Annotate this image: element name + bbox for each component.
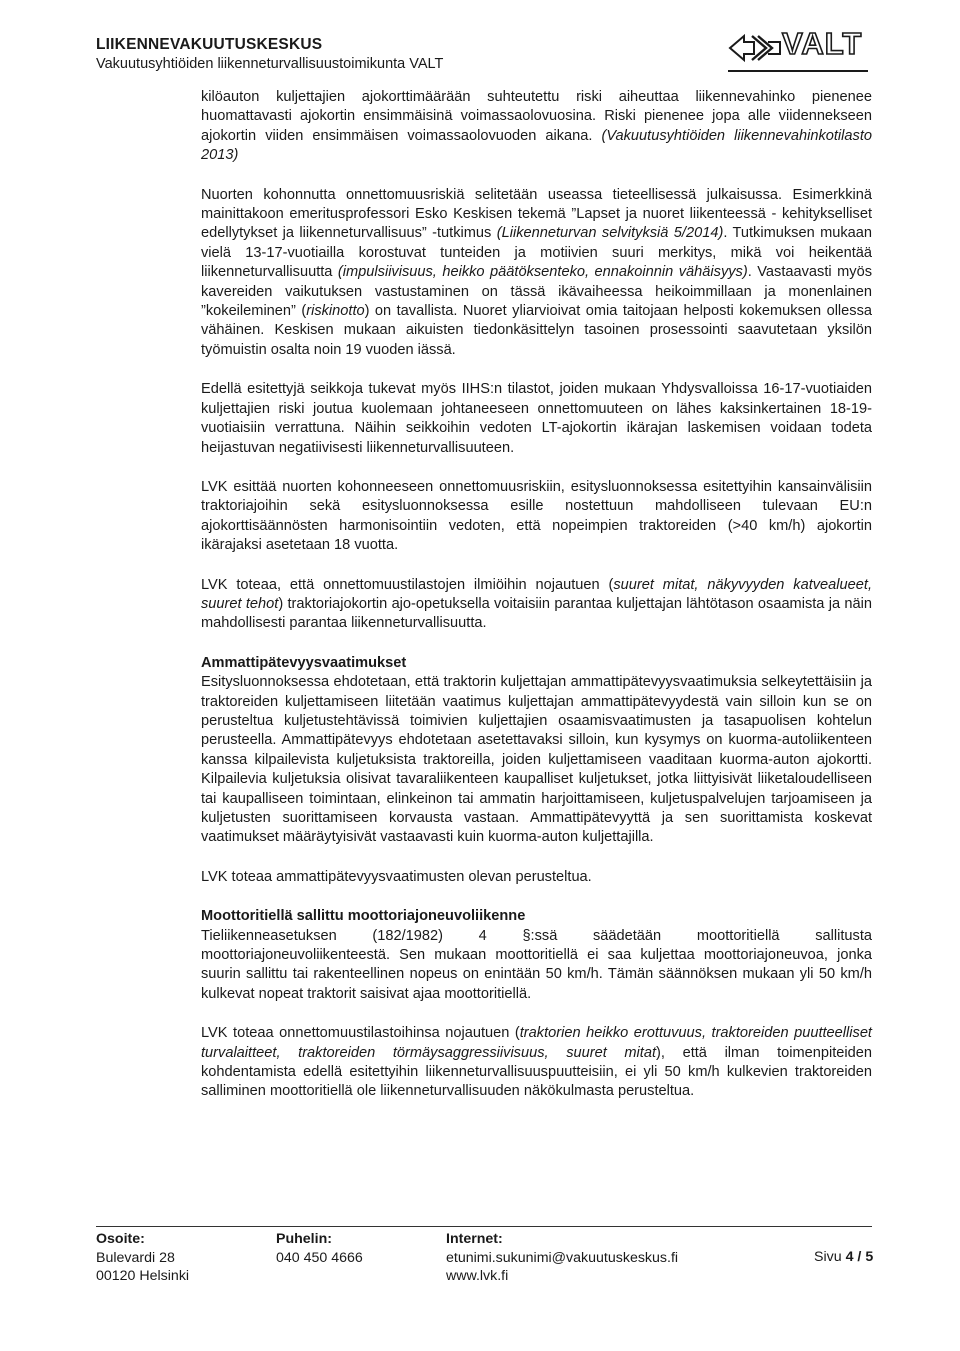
footer-divider: [96, 1226, 872, 1227]
footer-address: [96, 1230, 189, 1286]
paragraph-research: Nuorten kohonnutta onnettomuusriskiä selitetään useassa tieteellisessä julkaisussa. Esimerkkinä mainittakoon emeritusprofessori Esko Keskisen tekemä ”Lapset ja nuoret liikenteessä - kehitykselliset edellytykset ja liikenneturvallisuus” -tutkimus (Liikenneturvan selvityksiä 5/2014). Tutkimuksen mukaan vielä 13-17-vuotiailla korostuvat tunteiden ja motiivien suuri merkitys, mikä voi heikentää liikenneturvallisuutta (impulsiivisuus, heikko päätöksenteko, ennakoinnin vähäisyys). Vastaavasti myös kavereiden vaikutuksen vastustaminen on tässä ikävaiheessa heikoimmillaan ja monenlainen ”kokeileminen” (riskinotto) on tavallista. Nuoret yliarvioivat omia taitojaan helposti kokemuksen ollessa vähäinen. Keskisen mukaan aikuisten tiedonkäsittelyn tasoinen prosessointi saavutetaan yksilön työmuistin osalta noin 19 vuoden iässä.: [201, 186, 873, 358]
paragraph-professional: Esitysluonnoksessa ehdotetaan, että traktorin kuljettajan ammattipätevyysvaatimuksia selkeytettäisiin ja traktoreiden kuljettamiseen liitetään vaatimus kuljettajan ammattipätevyydestä vain silloin kun se on perusteltua kuljetustehtävissä toimivien kuljettajien osaamisvaatimusten ja tasapuolisen kohtelun perusteella. Ammattipätevyys ehdotetaan asetettavaksi silloin, kun kysymys on kuorma-autoliikenteen kanssa kilpailevista kuljetuksista traktoreilla, joiden kuljettamiseen vaaditaan kuorma-auton ajokortti. Kilpailevia kuljetuksia olisivat tavaraliikenteen kaupalliset kuljetukset, jotka liittyisivät liiketaloudelliseen tai kaupalliseen toimintaan, elinkeinon tai ammatin harjoittamiseen, kuljetuspalvelujen tarjoamiseen ja kuljetusten suorittamiseen korvausta vastaan. Ammattipätevyyttä ja sen suorittamista koskevat vaatimukset määräytyisivät vastaavasti kuin kuorma-auton kuljettajilla.: [201, 674, 872, 846]
address-label: Osoite:: [96, 1231, 145, 1247]
page-number: Sivu 4 / 5: [814, 1249, 874, 1265]
logo-wordmark: VALT: [782, 26, 863, 61]
footer-internet: [446, 1230, 678, 1286]
paragraph-professional-conclusion: LVK toteaa ammattipätevyysvaatimusten olevan perusteltua.: [201, 868, 592, 885]
paragraph-motorway: Tieliikenneasetuksen (182/1982) 4 §:ssä säädetään moottoritiellä sallitusta moottoriajoneuvoliikenteestä. Sen mukaan moottoritiellä ei saa kuljettaa moottoriajoneuvoa, jonka suurin sallittu tai rakenteellinen nopeus on enintään 50 km/h. Tämän säännöksen mukaan yli 50 km/h kulkevat nopeat traktorit saisivat ajaa moottoritiellä.: [201, 927, 872, 1002]
organization-name: LIIKENNEVAKUUTUSKESKUS: [96, 36, 323, 53]
section-heading-motorway: Moottoritiellä sallittu moottoriajoneuvoliikenne: [201, 908, 526, 925]
internet-label: Internet:: [446, 1231, 503, 1247]
paragraph-iihs: Edellä esitettyjä seikkoja tukevat myös IIHS:n tilastot, joiden mukaan Yhdysvalloissa 16-17-vuotiaiden kuljettajien riski joutua kuolemaan johtaneeseen onnettomuuteen on lähes kaksinkertainen 18-19-vuotiaisiin verrattuna. Näihin seikkoihin vedoten LT-ajokortin ikärajan laskemisen voidaan todeta heijastuvan negatiivisesti liikenneturvallisuuteen.: [201, 381, 872, 456]
paragraph-age-limit: LVK esittää nuorten kohonneeseen onnettomuusriskiin, esitysluonnoksessa esitettyihin kansainvälisiin traktoriajoihin sekä esitysluonnoksessa esille nostettuun mahdolliseen tulevaan EU:n ajokorttisäännösten harmonisointiin vedoten, että nopeimpien traktoreiden (>40 km/h) ajokortin ikärajaksi asetetaan 18 vuotta.: [201, 478, 872, 554]
logo-arrows-icon: [728, 28, 782, 68]
section-heading-professional: Ammattipätevyysvaatimukset: [201, 654, 407, 671]
logo-underline: [728, 70, 868, 72]
valt-logo: [728, 24, 868, 72]
paragraph-risk-statistics: kilöauton kuljettajien ajokorttimäärään suhteutettu riski aiheuttaa liikennevahinko pienenee huomattavasti ajokortin ensimmäisinä voimassaolovuosina. Riski pienenee jopa alle viidennekseen ajokortin viiden ensimmäisen voimassaolovuoden aikana. (Vakuutusyhtiöiden liikennevahinkotilasto 2013): [201, 89, 872, 164]
document-body: [201, 88, 872, 1102]
phone-label: Puhelin:: [276, 1231, 332, 1247]
paragraph-motorway-conclusion: LVK toteaa onnettomuustilastoihinsa nojautuen (traktorien heikko erottuvuus, traktoreiden puutteelliset turvalaitteet, traktoreiden törmäysaggressiivisuus, suuret mitat), että ilman toimenpiteiden kohdentamista edellä esitettyihin liikenneturvallisuuspuutteisiin, ei yli 50 km/h kulkevien traktoreiden salliminen moottoritiellä ole liikenneturvallisuuden näkökulmasta perusteltua.: [201, 1025, 873, 1100]
footer-phone: [276, 1230, 363, 1267]
phone-number: 040 450 4666: [276, 1249, 363, 1266]
email-link[interactable]: etunimi.sukunimi@vakuutuskeskus.fi: [446, 1249, 679, 1266]
address-street: Bulevardi 28: [96, 1249, 175, 1266]
website-link[interactable]: www.lvk.fi: [446, 1268, 509, 1285]
paragraph-training: LVK toteaa, että onnettomuustilastojen ilmiöihin nojautuen (suuret mitat, näkyvyyden katvealueet, suuret tehot) traktoriajokortin ajo-opetuksella voitaisiin parantaa kuljettajan lähtötason osaamista ja näin mahdollisesti parantaa liikenneturvallisuutta.: [201, 576, 872, 632]
organization-subtitle: Vakuutusyhtiöiden liikenneturvallisuustoimikunta VALT: [96, 56, 444, 72]
address-postal: 00120 Helsinki: [96, 1268, 190, 1285]
